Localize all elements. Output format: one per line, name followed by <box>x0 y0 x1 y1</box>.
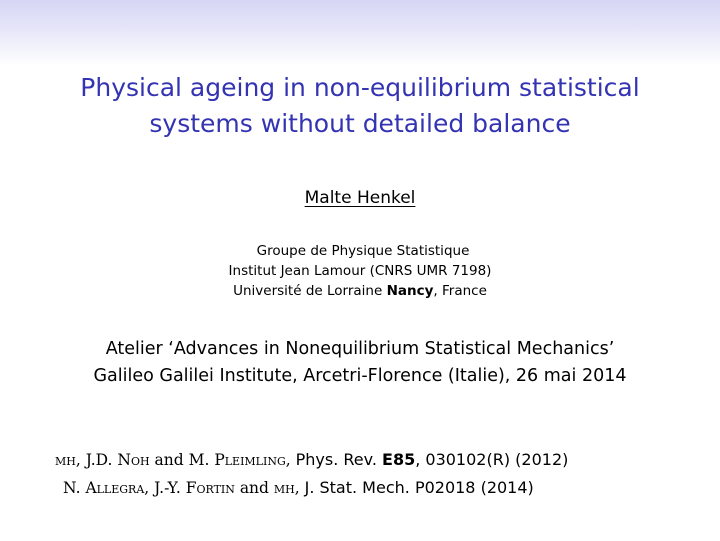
author-name: Malte Henkel <box>304 188 416 208</box>
references-block <box>0 446 720 502</box>
affiliation-line-2: Institut Jean Lamour (CNRS UMR 7198) <box>228 263 492 279</box>
affiliation-line-3 <box>0 281 720 301</box>
ref1-author-2: Noh <box>117 451 150 469</box>
ref1-author-1: mh <box>55 451 76 469</box>
ref2-author-3: mh <box>273 479 295 497</box>
title-line-1: Physical ageing in non-equilibrium statistical <box>80 73 640 102</box>
ref2-author-1-initial: N. <box>63 479 86 497</box>
header-band <box>0 0 720 66</box>
venue-line-1: Atelier ‘Advances in Nonequilibrium Statistical Mechanics’ <box>105 339 615 359</box>
affiliation-line-1: Groupe de Physique Statistique <box>256 243 470 259</box>
ref1-pages-year: , 030102(R) (2012) <box>415 450 569 469</box>
affiliation-block <box>0 241 720 301</box>
ref2-journal: J. Stat. Mech. <box>304 478 415 497</box>
title-line-2: systems without detailed balance <box>149 109 571 138</box>
ref2-sep-1: , J.-Y. <box>144 479 186 497</box>
affiliation-university: Université de Lorraine <box>233 283 387 299</box>
ref2-author-1: Allegra <box>85 479 145 497</box>
affiliation-city: Nancy <box>386 283 434 299</box>
ref2-pages-year: P02018 (2014) <box>414 478 534 497</box>
reference-2 <box>0 474 720 502</box>
ref1-volume: E85 <box>382 450 416 469</box>
ref1-author-3: Pleimling <box>214 451 286 469</box>
slide-title <box>40 70 680 142</box>
ref1-sep-1: , J.D. <box>75 451 118 469</box>
venue-block <box>0 336 720 390</box>
affiliation-country: , France <box>433 283 487 299</box>
ref1-sep-2: and M. <box>149 451 215 469</box>
venue-line-2: Galileo Galilei Institute, Arcetri-Florence (Italie), 26 mai 2014 <box>93 366 627 386</box>
ref1-sep-3: , <box>285 451 296 469</box>
ref2-sep-3: , <box>294 479 305 497</box>
reference-1 <box>0 446 720 474</box>
ref2-author-2: Fortin <box>185 479 235 497</box>
ref1-journal: Phys. Rev. <box>295 450 383 469</box>
ref2-sep-2: and <box>234 479 274 497</box>
author-block <box>0 188 720 208</box>
